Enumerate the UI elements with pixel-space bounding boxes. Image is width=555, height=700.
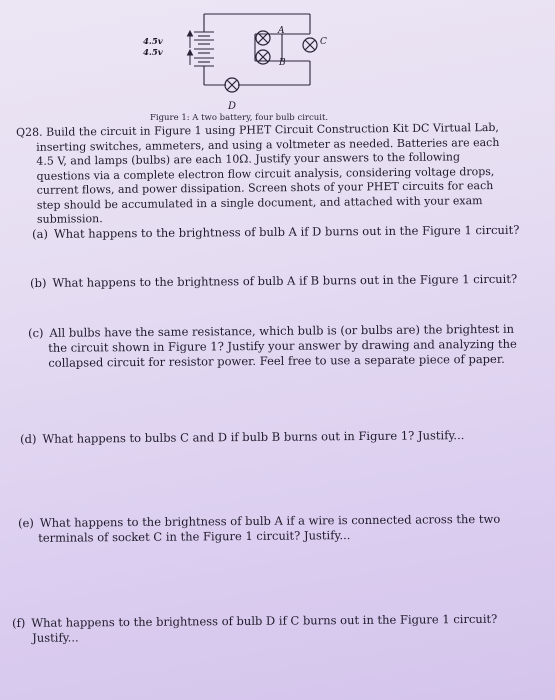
bulb-a-icon [256, 31, 270, 45]
battery-label-2: 4.5v [143, 48, 163, 58]
question-item-a [32, 223, 522, 242]
bulb-b-label: B [279, 58, 286, 68]
question-item-b [30, 272, 520, 291]
question-item-d [20, 428, 510, 447]
item-text: What happens to the brightness of bulb D if C burns out in the Figure 1 circuit? Justify... [31, 611, 498, 645]
question-item-c [28, 322, 518, 371]
figure-caption: Figure 1: A two battery, four bulb circuit. [150, 113, 329, 123]
question-item-f [12, 611, 532, 646]
item-label: (e) [18, 515, 34, 530]
question-text: Build the circuit in Figure 1 using PHET Circuit Construction Kit DC Virtual Lab, inserting switches, ammeters, and using a voltmeter as needed. Batteries are each 4.5 V, and lamps (bulbs) are each 10Ω. Justify your answers to the following questions via a complete electron flow circuit analysis, considering voltage drops, current flows, and power dissipation. Screen shots of your PHET circuits for each step should be accumulated in a single document, and attached with your exam submission. [36, 120, 500, 226]
question-intro [16, 121, 507, 228]
item-label: (b) [30, 275, 47, 290]
question-item-e [18, 512, 528, 546]
item-text: All bulbs have the same resistance, which bulb is (or bulbs are) the brightest in the circuit shown in Figure 1? Justify your answer by drawing and analyzing the collapsed circuit for resistor power. Feel free to use a separate piece of paper. [48, 321, 517, 370]
bulb-b-icon [256, 50, 270, 64]
item-text: What happens to the brightness of bulb A if D burns out in the Figure 1 circuit? [53, 222, 520, 241]
item-text: What happens to the brightness of bulb A if a wire is connected across the two terminals of socket C in the Figure 1 circuit? Justify... [38, 511, 501, 545]
item-label: (a) [32, 226, 48, 241]
bulb-d-icon [225, 78, 239, 92]
item-label: (f) [12, 615, 26, 630]
item-text: What happens to the brightness of bulb A if B burns out in the Figure 1 circuit? [52, 271, 518, 290]
circuit-figure [143, 8, 340, 112]
bulb-c-label: C [320, 37, 327, 47]
battery-arrows [188, 31, 193, 65]
battery-stack [194, 32, 214, 66]
question-number: Q28. [16, 125, 43, 139]
item-text: What happens to bulbs C and D if bulb B burns out in Figure 1? Justify... [42, 428, 465, 446]
bulb-d-label: D [228, 101, 237, 112]
bulb-c-icon [303, 38, 317, 52]
bulb-a-label: A [278, 26, 285, 36]
circuit-diagram [143, 8, 340, 112]
item-label: (c) [28, 325, 44, 340]
item-label: (d) [20, 431, 37, 446]
battery-label-1: 4.5v [143, 37, 163, 47]
